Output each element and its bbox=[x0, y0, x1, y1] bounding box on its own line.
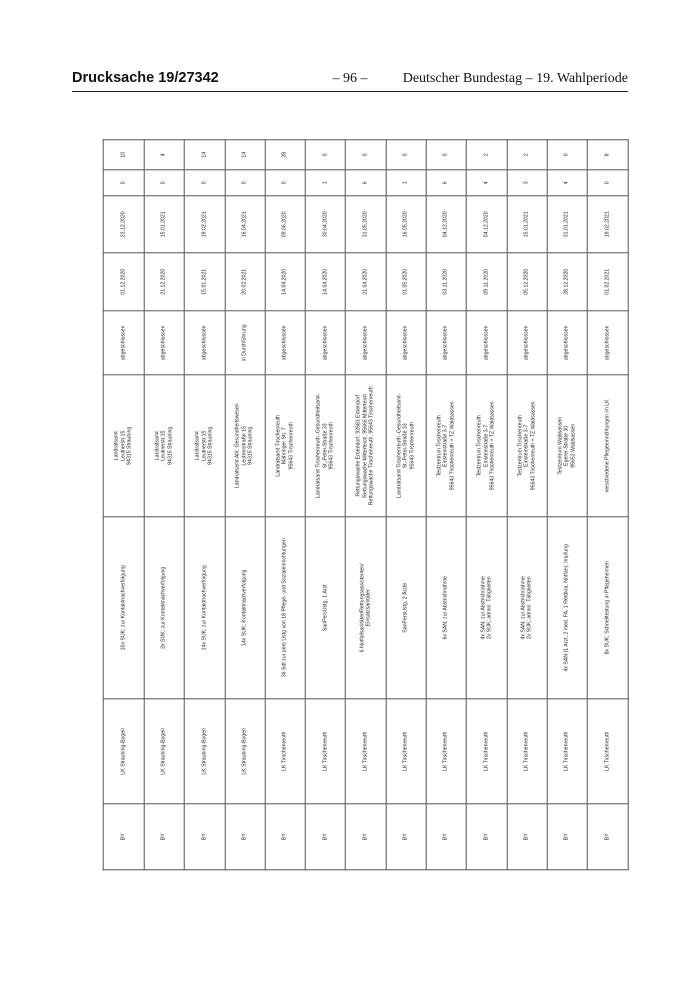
land-cell: BY bbox=[547, 804, 587, 870]
start-date-cell: 14.04.2020 bbox=[265, 253, 305, 311]
publisher-title: Deutscher Bundestag – 19. Wahlperiode bbox=[402, 71, 628, 86]
end-date-cell: 09.06.2020 bbox=[265, 196, 305, 253]
location-cell: Landratsamt Leutnerstr.15 94315 Straubing bbox=[103, 375, 144, 517]
district-cell: LK Tirschenreuth bbox=[426, 699, 466, 804]
deployment-cell: 4x SAN; zur Abstrichnahme 2x SUK; admin. Tätigkeiten bbox=[507, 517, 547, 699]
deployment-cell: 14x SUK; zur Kontaktnachverfolgung bbox=[185, 517, 225, 699]
count-a-cell: 0 bbox=[144, 170, 184, 196]
land-cell: BY bbox=[587, 804, 627, 870]
table-body bbox=[103, 140, 628, 870]
count-a-cell: 6 bbox=[426, 170, 466, 196]
count-a-cell: 1 bbox=[305, 170, 345, 196]
deployment-cell: 10x SUK; zur Kontaktnachverfolgung bbox=[103, 517, 144, 699]
page-number: – 96 – bbox=[332, 71, 368, 86]
start-date-cell: 28.12.2020 bbox=[547, 253, 587, 311]
land-cell: BY bbox=[426, 804, 466, 870]
location-cell: Testzentrum Tirschenreuth Einsteinstraße 3-7 95643 Tirschenreuth + TZ Waldsassen bbox=[426, 375, 466, 517]
page-header bbox=[72, 70, 628, 92]
deployment-cell: 4x SAN; zur Abstrichnahme 2x SUK; admin. Tätigkeiten bbox=[467, 517, 507, 699]
rotated-table-area bbox=[113, 119, 611, 849]
start-date-cell: 03.11.2020 bbox=[426, 253, 466, 311]
district-cell: LK Straubing-Bogen bbox=[103, 699, 144, 804]
count-b-cell: 0 bbox=[305, 140, 345, 170]
count-b-cell: 0 bbox=[346, 140, 386, 170]
count-b-cell: 0 bbox=[426, 140, 466, 170]
end-date-cell: 04.12.2020 bbox=[467, 196, 507, 253]
start-date-cell: 15.01.2021 bbox=[185, 253, 225, 311]
location-cell: verschiedene Pflegeeinrichtungen im LK bbox=[587, 375, 627, 517]
location-cell: Landratsamt Tirschenreuth Mähringer Str. 7 95643 Tirschenreuth bbox=[265, 375, 305, 517]
deployment-cell: 4x SAN (1 Arzt, 2 med. FA, 1 Retdkra, Notfan); Impfung bbox=[547, 517, 587, 699]
status-cell: abgeschlossen bbox=[265, 311, 305, 375]
status-cell: abgeschlossen bbox=[467, 311, 507, 375]
count-b-cell: 28 bbox=[265, 140, 305, 170]
status-cell: abgeschlossen bbox=[547, 311, 587, 375]
start-date-cell: 09.11.2020 bbox=[467, 253, 507, 311]
status-cell: abgeschlossen bbox=[426, 311, 466, 375]
count-a-cell: 3 bbox=[507, 170, 547, 196]
count-a-cell: 0 bbox=[185, 170, 225, 196]
district-cell: LK Tirschenreuth bbox=[507, 699, 547, 804]
land-cell: BY bbox=[507, 804, 547, 870]
end-date-cell: 19.02.2021 bbox=[185, 196, 225, 253]
location-cell: Testzentrum Tirschenreuth Einsteinstraße 3-7 95643 Tirschenreuth + TZ Waldsassen bbox=[467, 375, 507, 517]
count-b-cell: 0 bbox=[386, 140, 426, 170]
district-cell: LK Straubing-Bogen bbox=[144, 699, 184, 804]
deployment-table bbox=[103, 139, 629, 870]
location-cell: Landratsamt Tirschenreuth -Gesundheitsamt- St.-Peter-Straße 33 95643 Tirschenreuth bbox=[386, 375, 426, 517]
start-date-cell: 01.02.2021 bbox=[587, 253, 627, 311]
deployment-cell: 36 Sdt zur pers Ustg von 18 Pflege- und Sozialeinrichtungen bbox=[265, 517, 305, 699]
count-b-cell: 10 bbox=[103, 140, 144, 170]
status-cell: abgeschlossen bbox=[144, 311, 184, 375]
land-cell: BY bbox=[144, 804, 184, 870]
count-a-cell: 0 bbox=[103, 170, 144, 196]
count-a-cell: 4 bbox=[547, 170, 587, 196]
status-cell: abgeschlossen bbox=[346, 311, 386, 375]
end-date-cell: 16.05.2020 bbox=[386, 196, 426, 253]
start-date-cell: 05.12.2020 bbox=[507, 253, 547, 311]
district-cell: LK Tirschenreuth bbox=[386, 699, 426, 804]
start-date-cell: 01.05.2020 bbox=[386, 253, 426, 311]
count-a-cell: 1 bbox=[386, 170, 426, 196]
location-cell: Landratsamt Abt. Gesundheitswesen Leutnerstraße 15 94315 Straubing bbox=[225, 375, 265, 517]
header-rule bbox=[72, 91, 628, 92]
deployment-cell: 8x SUK; Schnelltestung in Pflegeheimen bbox=[587, 517, 627, 699]
status-cell: abgeschlossen bbox=[305, 311, 345, 375]
deployment-cell: 6 Notfallsanitäter/Rettungsassistenten/ Einsatzsanitäter bbox=[346, 517, 386, 699]
count-a-cell: 0 bbox=[225, 170, 265, 196]
location-cell: Landratsamt Leutnerstr.15 94315 Straubing bbox=[144, 375, 184, 517]
table-row bbox=[587, 140, 627, 870]
start-date-cell: 14.04.2020 bbox=[305, 253, 345, 311]
count-b-cell: 2 bbox=[467, 140, 507, 170]
end-date-cell: 04.12.2020 bbox=[426, 196, 466, 253]
table-row bbox=[225, 140, 265, 870]
count-b-cell: 2 bbox=[507, 140, 547, 170]
document-number: Drucksache 19/27342 bbox=[72, 70, 219, 86]
district-cell: LK Straubing-Bogen bbox=[225, 699, 265, 804]
count-b-cell: 14 bbox=[185, 140, 225, 170]
count-b-cell: 0 bbox=[547, 140, 587, 170]
status-cell: in Durchführung bbox=[225, 311, 265, 375]
land-cell: BY bbox=[225, 804, 265, 870]
land-cell: BY bbox=[305, 804, 345, 870]
end-date-cell: 16.04.2021 bbox=[225, 196, 265, 253]
table-row bbox=[103, 140, 144, 870]
district-cell: LK Straubing-Bogen bbox=[185, 699, 225, 804]
count-b-cell: 8 bbox=[587, 140, 627, 170]
status-cell: abgeschlossen bbox=[103, 311, 144, 375]
start-date-cell: 21.04.2020 bbox=[346, 253, 386, 311]
status-cell: abgeschlossen bbox=[587, 311, 627, 375]
district-cell: LK Tirschenreuth bbox=[305, 699, 345, 804]
count-a-cell: 4 bbox=[467, 170, 507, 196]
end-date-cell: 15.01.2021 bbox=[144, 196, 184, 253]
location-cell: Rettungswache Erbendorf, 92681 Erbendorf Rettungswache Mitterteich, 95666 Mitterteich Rettungswache Tirschenreuth, 95643 Tirschenreuth bbox=[346, 375, 386, 517]
land-cell: BY bbox=[185, 804, 225, 870]
district-cell: LK Tirschenreuth bbox=[587, 699, 627, 804]
table-row bbox=[386, 140, 426, 870]
table-row bbox=[144, 140, 184, 870]
table-row bbox=[426, 140, 466, 870]
end-date-cell: 31.01.2021 bbox=[547, 196, 587, 253]
count-a-cell: 0 bbox=[265, 170, 305, 196]
location-cell: Landratsamt Tirschenreuth -Gesundheitsamt- St.-Peter-Straße 33 95643 Tirschenreuth bbox=[305, 375, 345, 517]
count-a-cell: 6 bbox=[346, 170, 386, 196]
status-cell: abgeschlossen bbox=[386, 311, 426, 375]
deployment-cell: SanPersUstg, 2 Ärzte bbox=[386, 517, 426, 699]
count-a-cell: 0 bbox=[587, 170, 627, 196]
table-row bbox=[507, 140, 547, 870]
land-cell: BY bbox=[346, 804, 386, 870]
table-row bbox=[467, 140, 507, 870]
land-cell: BY bbox=[265, 804, 305, 870]
end-date-cell: 19.02.2021 bbox=[587, 196, 627, 253]
land-cell: BY bbox=[467, 804, 507, 870]
deployment-cell: 2x SUK; zur Kontaktnachverfolgung bbox=[144, 517, 184, 699]
table-row bbox=[547, 140, 587, 870]
end-date-cell: 15.01.2021 bbox=[507, 196, 547, 253]
table-row bbox=[346, 140, 386, 870]
status-cell: abgeschlossen bbox=[507, 311, 547, 375]
location-cell: Landratsamt Leutnerstr.15 94315 Straubing bbox=[185, 375, 225, 517]
deployment-cell: 14x SUK; Kontaktnachverfolgung bbox=[225, 517, 265, 699]
location-cell: Testzentrum Waldsassen Egerer-Straße 30 95652 Waldsassen bbox=[547, 375, 587, 517]
count-b-cell: 4 bbox=[144, 140, 184, 170]
land-cell: BY bbox=[386, 804, 426, 870]
start-date-cell: 01.12.2020 bbox=[103, 253, 144, 311]
district-cell: LK Tirschenreuth bbox=[265, 699, 305, 804]
count-b-cell: 14 bbox=[225, 140, 265, 170]
status-cell: abgeschlossen bbox=[185, 311, 225, 375]
district-cell: LK Tirschenreuth bbox=[547, 699, 587, 804]
end-date-cell: 30.04.2020 bbox=[305, 196, 345, 253]
district-cell: LK Tirschenreuth bbox=[346, 699, 386, 804]
table-row bbox=[185, 140, 225, 870]
start-date-cell: 21.12.2020 bbox=[144, 253, 184, 311]
location-cell: Testzentrum Tirschenreuth Einsteinstraße 3-7 95643 Tirschenreuth + TZ Waldsassen bbox=[507, 375, 547, 517]
end-date-cell: 31.05.2020 bbox=[346, 196, 386, 253]
deployment-cell: SanPersUstg, 1 Arzt bbox=[305, 517, 345, 699]
deployment-cell: 6x SAN; zur Abstrichnahme bbox=[426, 517, 466, 699]
land-cell: BY bbox=[103, 804, 144, 870]
district-cell: LK Tirschenreuth bbox=[467, 699, 507, 804]
start-date-cell: 20.02.2021 bbox=[225, 253, 265, 311]
end-date-cell: 23.12.2020 bbox=[103, 196, 144, 253]
table-row bbox=[305, 140, 345, 870]
table-row bbox=[265, 140, 305, 870]
